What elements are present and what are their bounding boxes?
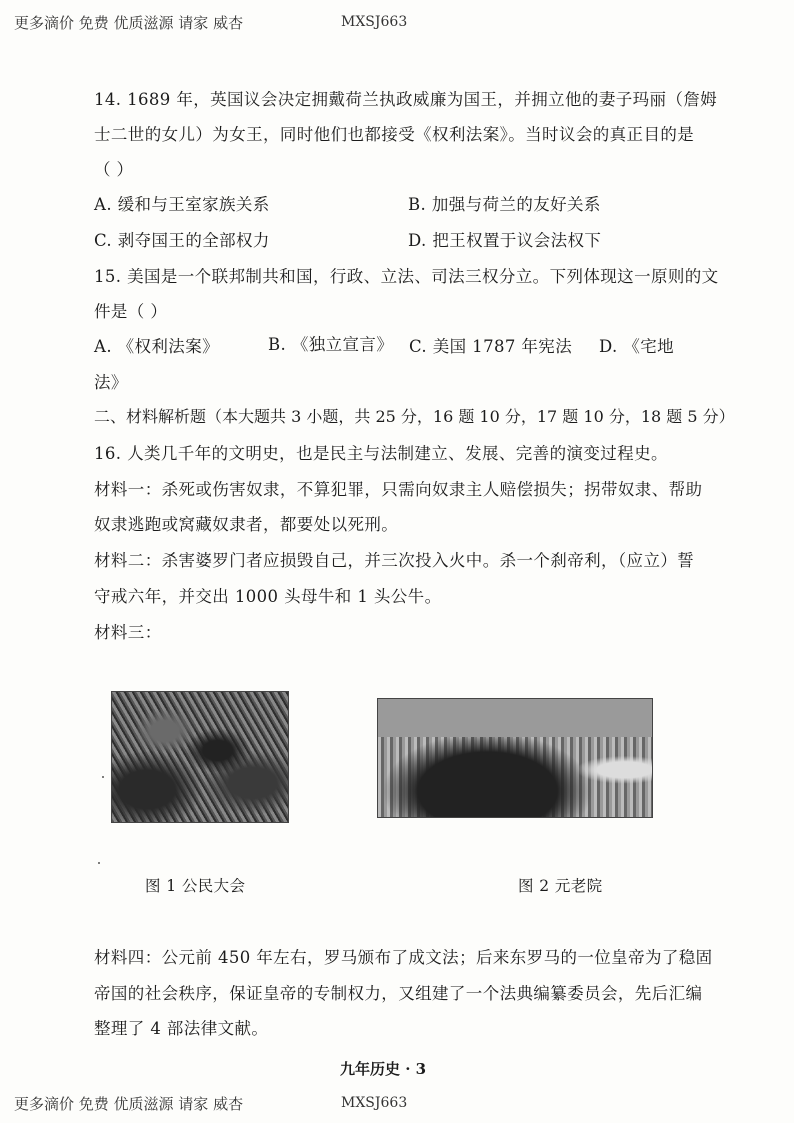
top-watermark-text: 更多滴价 免费 优质滋源 请家 威杏: [14, 14, 244, 32]
material-3-label: 材料三：: [94, 623, 162, 642]
figure-2-caption: 图 2 元老院: [518, 877, 603, 895]
top-watermark-code: MXSJ663: [341, 14, 408, 30]
material-1-line-2: 奴隶逃跑或窝藏奴隶者，都要处以死刑。: [94, 515, 399, 534]
bottom-watermark-code: MXSJ663: [341, 1095, 408, 1111]
q14-option-d[interactable]: D. 把王权置于议会法权下: [408, 231, 602, 250]
scan-speck: [102, 776, 104, 778]
figure-1-citizen-assembly-image: [111, 691, 289, 823]
q14-option-c[interactable]: C. 剥夺国王的全部权力: [94, 231, 270, 250]
q14-option-a[interactable]: A. 缓和与王室家族关系: [94, 195, 270, 214]
material-1-line-1: 材料一：杀死或伤害奴隶，不算犯罪，只需向奴隶主人赔偿损失；拐带奴隶、帮助: [94, 480, 703, 499]
scan-speck: [98, 862, 100, 864]
q15-stem-line-2: 件是（ ）: [94, 302, 168, 321]
material-2-line-1: 材料二：杀害婆罗门者应损毁自己，并三次投入火中。杀一个刹帝利，（应立）誓: [94, 551, 695, 570]
q15-option-a[interactable]: A. 《权利法案》: [94, 337, 220, 356]
material-4-line-2: 帝国的社会秩序，保证皇帝的专制权力，又组建了一个法典编纂委员会，先后汇编: [94, 984, 703, 1003]
figure-1-caption: 图 1 公民大会: [145, 877, 246, 895]
q15-option-c[interactable]: C. 美国 1787 年宪法: [409, 337, 573, 356]
q15-stem-line-1: 15. 美国是一个联邦制共和国，行政、立法、司法三权分立。下列体现这一原则的文: [94, 267, 719, 286]
page-label: 九年历史 · 3: [340, 1060, 427, 1078]
material-4-line-3: 整理了 4 部法律文献。: [94, 1019, 269, 1038]
q15-option-d[interactable]: D. 《宅地: [599, 337, 675, 356]
q15-option-b[interactable]: B. 《独立宣言》: [268, 335, 394, 354]
bottom-watermark-text: 更多滴价 免费 优质滋源 请家 威杏: [14, 1095, 244, 1113]
q14-stem-line-2: 士二世的女儿）为女王，同时他们也都接受《权利法案》。当时议会的真正目的是: [94, 125, 695, 144]
q16-intro: 16. 人类几千年的文明史，也是民主与法制建立、发展、完善的演变过程史。: [94, 444, 668, 463]
material-2-line-2: 守戒六年，并交出 1000 头母牛和 1 头公牛。: [94, 587, 442, 606]
q15-option-d-continued: 法》: [94, 373, 128, 392]
material-4-line-1: 材料四：公元前 450 年左右，罗马颁布了成文法；后来东罗马的一位皇帝为了稳固: [94, 948, 713, 967]
q14-option-b[interactable]: B. 加强与荷兰的友好关系: [408, 195, 601, 214]
figure-2-senate-image: [377, 698, 653, 818]
q14-stem-line-1: 14. 1689 年，英国议会决定拥戴荷兰执政威廉为国王，并拥立他的妻子玛丽（詹姆: [94, 90, 718, 109]
section-2-heading: 二、材料解析题（本大题共 3 小题，共 25 分，16 题 10 分，17 题 10 分，18 题 5 分）: [94, 407, 735, 426]
q14-stem-line-3: （ ）: [94, 160, 134, 179]
